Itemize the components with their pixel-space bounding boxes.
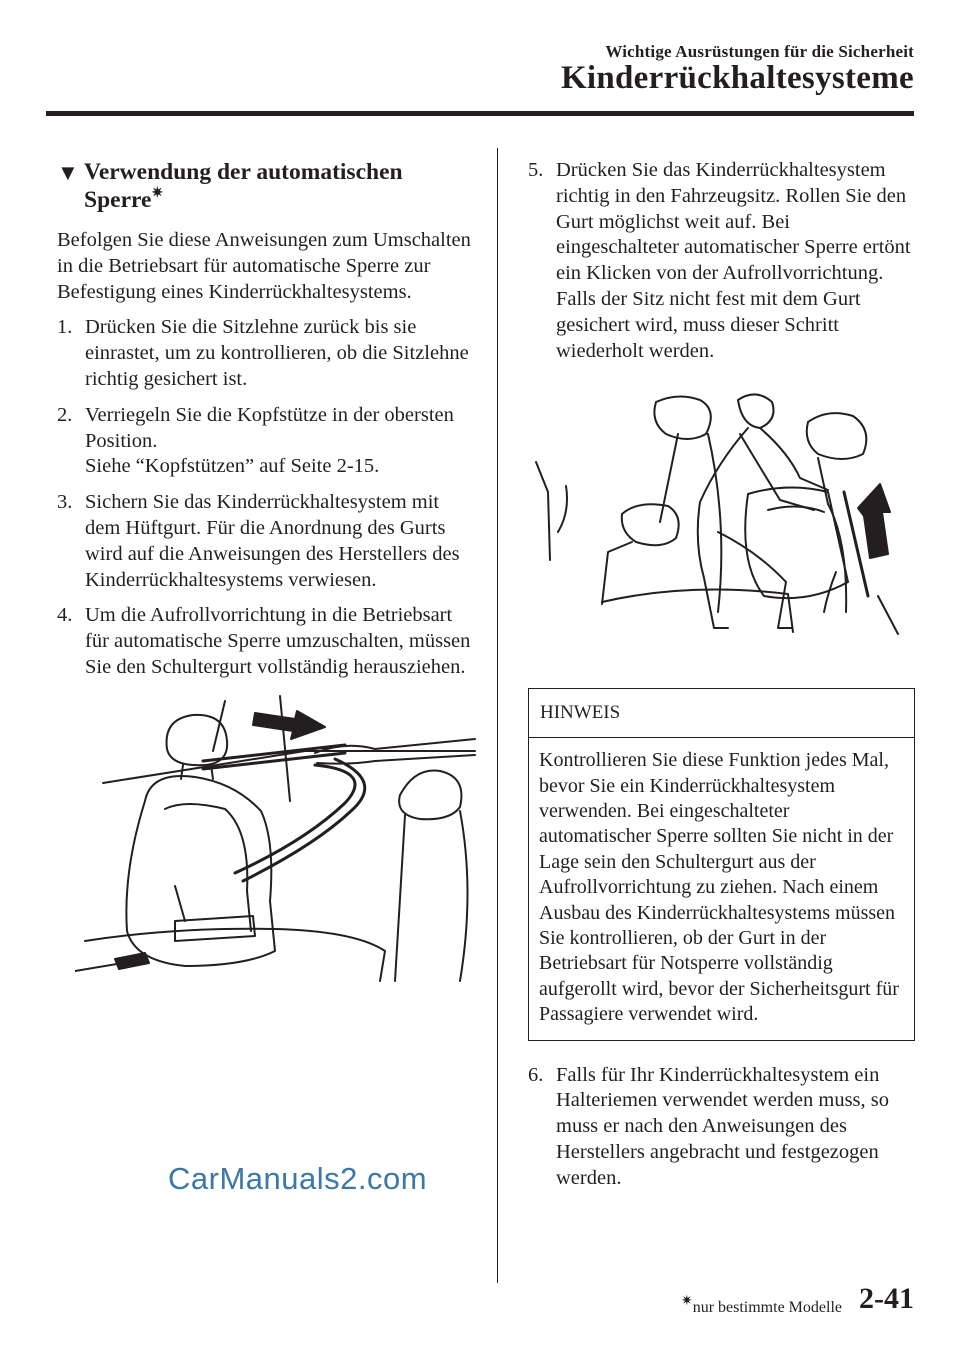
step-text: Drücken Sie das Kinderrückhaltesystem richtig in den Fahrzeugsitz. Rollen Sie den Gurt möglichst weit auf. Bei eingeschalteter automatischer Sperre ertönt ein Klicken von der Aufrollvorrichtung. Falls der Sitz nicht fest mit dem Gurt gesichert wird, muss dieser Schritt wiederholt werden. <box>556 159 911 362</box>
footnote <box>680 1294 842 1317</box>
step-number: 5. <box>528 159 544 181</box>
note-box <box>528 688 915 1040</box>
triangle-down-icon: ▼ <box>57 160 79 185</box>
intro-paragraph: Befolgen Sie diese Anweisungen zum Umschalten in die Betriebsart für automatische Sperre zur Befestigung eines Kinderrückhaltesystems. <box>57 229 471 303</box>
watermark-link[interactable]: CarManuals2.com <box>168 1161 428 1196</box>
step-text: Um die Aufrollvorrichtung in die Betriebsart für automatische Sperre umzuschalten, müssen Sie den Schultergurt vollständig herausziehen. <box>85 604 471 678</box>
step-number: 2. <box>57 403 73 426</box>
page-reference: Siehe “Kopfstützen” auf Seite 2-15. <box>85 455 380 478</box>
heading-line-1: Verwendung der automatischen <box>84 159 403 185</box>
left-column <box>57 158 477 991</box>
step-number: 1. <box>57 316 73 339</box>
step-2 <box>57 403 477 480</box>
step-5 <box>528 158 918 364</box>
step-text-wrap <box>85 403 477 480</box>
right-column <box>528 158 918 1202</box>
step-number: 4. <box>57 604 73 627</box>
heading-line-2: Sperre <box>84 187 152 213</box>
step-number: 6. <box>528 1063 544 1086</box>
step-1 <box>57 315 477 392</box>
footnote-text: nur bestimmte Modelle <box>692 1299 842 1316</box>
step-6 <box>528 1063 918 1192</box>
illustration-person-pressing-child-seat <box>528 382 913 644</box>
illustration-child-seat-pull-belt <box>75 691 485 991</box>
asterisk-icon: ✷ <box>680 1294 693 1309</box>
header-rule <box>46 111 914 116</box>
page-title: Kinderrückhaltesysteme <box>560 60 914 96</box>
section-heading-text <box>84 158 403 214</box>
step-text: Sichern Sie das Kinderrückhaltesystem mit dem Hüftgurt. Für die Anordnung des Gurts wird auf die Anweisungen des Herstellers des Kinderrückhaltesystems verwiesen. <box>85 491 460 591</box>
step-text: Drücken Sie die Sitzlehne zurück bis sie einrastet, um zu kontrollieren, ob die Sitzlehne richtig gesichert ist. <box>85 316 469 390</box>
asterisk-icon: ✷ <box>151 186 164 201</box>
step-3 <box>57 490 477 593</box>
section-heading <box>57 158 477 214</box>
step-4 <box>57 603 477 680</box>
note-body: Kontrollieren Sie diese Funktion jedes Mal, bevor Sie ein Kinderrückhaltesystem verwenden. Bei eingeschalteter automatischer Sperre sollten Sie nicht in der Lage sein den Schultergurt aus der Aufrollvorrichtung zu ziehen. Nach einem Ausbau des Kinderrückhaltesystems müssen Sie kontrollieren, ob der Gurt in der Betriebsart für Notsperre vollständig aufgerollt wird, bevor der Sicherheitsgurt für Passagiere verwendet wird. <box>539 749 899 1026</box>
step-number: 3. <box>57 491 73 514</box>
page-number: 2-41 <box>859 1282 914 1315</box>
note-title: HINWEIS <box>529 689 914 738</box>
step-text: Falls für Ihr Kinderrückhaltesystem ein Halteriemen verwendet werden muss, so muss er nach den Anweisungen des Herstellers angebracht und festgezogen werden. <box>556 1063 890 1189</box>
section-subtitle: Wichtige Ausrüstungen für die Sicherheit <box>605 42 914 61</box>
step-text: Verriegeln Sie die Kopfstütze in der obersten Position. <box>85 403 454 452</box>
column-divider <box>497 148 498 1283</box>
